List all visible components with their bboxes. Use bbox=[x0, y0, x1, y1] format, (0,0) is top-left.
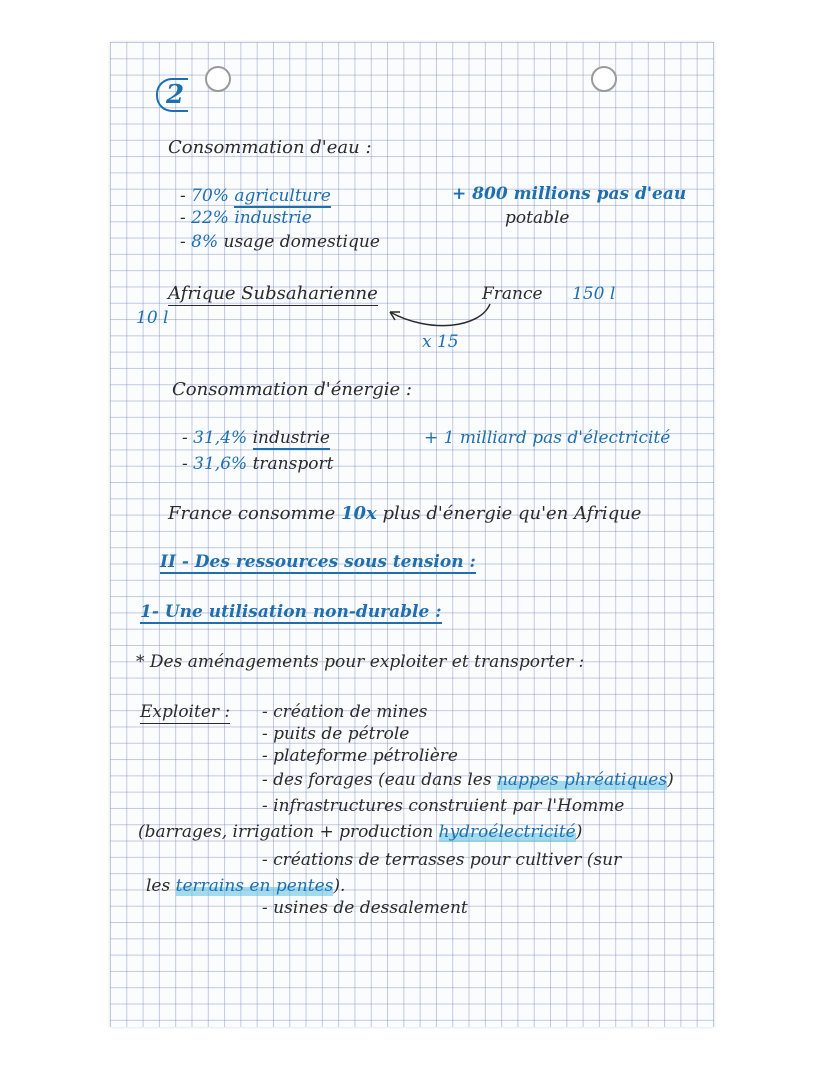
france-energie-line: France consomme 10x plus d'énergie qu'en Afrique bbox=[168, 503, 642, 524]
list-item-plateforme: - plateforme pétrolière bbox=[262, 746, 458, 766]
terrains-line: les terrains en pentes). bbox=[146, 876, 346, 896]
amenagements-heading: * Des aménagements pour exploiter et transporter : bbox=[136, 652, 585, 672]
france-value: 150 l bbox=[572, 284, 616, 304]
section-title: II - Des ressources sous tension : bbox=[160, 552, 476, 572]
list-item-mines: - création de mines bbox=[262, 702, 428, 722]
afrique-value: 10 l bbox=[136, 308, 169, 328]
binder-hole-left bbox=[205, 66, 231, 92]
france-label: France bbox=[482, 284, 543, 304]
exploiter-label: Exploiter : bbox=[140, 702, 231, 722]
eau-note-line2: potable bbox=[505, 208, 570, 228]
list-item-infrastructures: - infrastructures construient par l'Homme bbox=[262, 796, 625, 816]
eau-item-domestique: - 8% usage domestique bbox=[180, 232, 380, 252]
list-item-usines: - usines de dessalement bbox=[262, 898, 468, 918]
eau-item-agriculture: - 70% agriculture bbox=[180, 186, 331, 206]
list-item-terrasses: - créations de terrasses pour cultiver (sur bbox=[262, 850, 622, 870]
energie-item-transport: - 31,6% transport bbox=[182, 454, 334, 474]
list-item-forages: - des forages (eau dans les nappes phréatiques) bbox=[262, 770, 674, 790]
barrages-line: (barrages, irrigation + production hydroélectricité) bbox=[138, 822, 583, 842]
energie-heading: Consommation d'énergie : bbox=[172, 379, 412, 400]
binder-hole-right bbox=[591, 66, 617, 92]
list-item-puits: - puits de pétrole bbox=[262, 724, 410, 744]
page-number: 2 bbox=[156, 80, 188, 110]
afrique-label: Afrique Subsaharienne bbox=[168, 283, 378, 304]
eau-note-line1: + 800 millions pas d'eau bbox=[452, 184, 687, 204]
section-subtitle: 1- Une utilisation non-durable : bbox=[140, 602, 442, 622]
eau-heading: Consommation d'eau : bbox=[168, 137, 372, 158]
energie-item-industrie: - 31,4% industrie bbox=[182, 428, 330, 448]
energie-note: + 1 milliard pas d'électricité bbox=[424, 428, 671, 448]
factor-label: x 15 bbox=[422, 332, 459, 352]
eau-item-industrie: - 22% industrie bbox=[180, 208, 312, 228]
